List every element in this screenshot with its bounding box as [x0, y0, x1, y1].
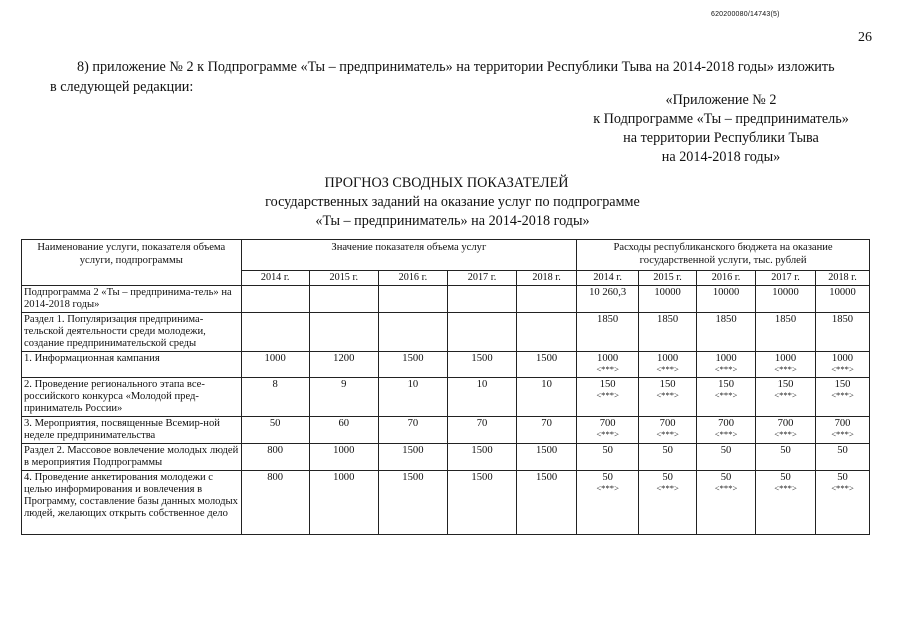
volume-cell: 50: [241, 417, 309, 444]
budget-cell: [816, 313, 870, 352]
budget-footnote-mark: <***>: [656, 483, 679, 493]
budget-value: 700: [834, 418, 851, 429]
budget-value: 50: [780, 472, 791, 483]
budget-footnote-mark: <***>: [656, 429, 679, 439]
volume-cell: 70: [378, 417, 447, 444]
budget-footnote-mark: <***>: [596, 364, 619, 374]
year-header: 2015 г.: [639, 271, 697, 286]
volume-cell: 1500: [378, 444, 447, 471]
budget-footnote-mark: <***>: [774, 483, 797, 493]
volume-cell: 10: [378, 378, 447, 417]
budget-cell: [697, 417, 756, 444]
budget-cell: [816, 471, 870, 535]
volume-cell: 10: [517, 378, 577, 417]
year-header: 2016 г.: [378, 271, 447, 286]
budget-value: 50: [837, 445, 848, 456]
budget-cell: [756, 417, 816, 444]
budget-cell: [577, 378, 639, 417]
table-row: [22, 313, 870, 352]
budget-cell: [639, 313, 697, 352]
volume-cell: [447, 286, 516, 313]
volume-cell: 8: [241, 378, 309, 417]
budget-footnote-mark: <***>: [831, 429, 854, 439]
budget-footnote-mark: <***>: [774, 364, 797, 374]
budget-value: 10 260,3: [589, 287, 627, 298]
row-name-cell: Раздел 2. Массовое вовлечение молодых людей в мероприятия Подпрограммы: [22, 444, 242, 471]
budget-value: 1850: [774, 314, 797, 325]
budget-value: 50: [662, 472, 673, 483]
budget-value: 150: [659, 379, 676, 390]
budget-cell: [577, 444, 639, 471]
budget-cell: [697, 471, 756, 535]
budget-value: 150: [599, 379, 616, 390]
volume-cell: 1200: [309, 352, 378, 378]
table-row: [22, 378, 870, 417]
volume-cell: 1500: [378, 352, 447, 378]
budget-cell: [816, 352, 870, 378]
volume-cell: 1500: [517, 444, 577, 471]
budget-cell: [639, 444, 697, 471]
budget-value: 10000: [654, 287, 681, 298]
volume-cell: [241, 313, 309, 352]
budget-footnote-mark: <***>: [774, 390, 797, 400]
budget-value: 1850: [831, 314, 854, 325]
volume-cell: 1500: [378, 471, 447, 535]
budget-footnote-mark: <***>: [714, 429, 738, 439]
budget-cell: [816, 417, 870, 444]
volume-cell: [309, 286, 378, 313]
appendix-line-1: «Приложение № 2: [665, 92, 777, 108]
table-body: [22, 286, 870, 535]
budget-cell: [697, 444, 756, 471]
budget-cell: [756, 286, 816, 313]
budget-cell: [639, 471, 697, 535]
budget-cell: [639, 286, 697, 313]
budget-value: 10000: [829, 287, 856, 298]
budget-footnote-mark: <***>: [774, 429, 797, 439]
volume-cell: 1000: [309, 471, 378, 535]
budget-cell: [697, 352, 756, 378]
budget-value: 700: [599, 418, 616, 429]
budget-footnote-mark: <***>: [831, 364, 854, 374]
budget-value: 150: [834, 379, 851, 390]
budget-cell: [697, 378, 756, 417]
row-name-cell: Подпрограмма 2 «Ты – предпринима-тель» на 2014-2018 годы»: [22, 286, 242, 313]
year-header: 2018 г.: [517, 271, 577, 286]
intro-line-2: в следующей редакции:: [50, 79, 194, 95]
budget-value: 150: [718, 379, 734, 390]
table-row: [22, 352, 870, 378]
row-name-cell: 3. Мероприятия, посвященные Всемир-ной неделе предпринимательства: [22, 417, 242, 444]
intro-line-1: 8) приложение № 2 к Подпрограмме «Ты – предприниматель» на территории Республики Тыва на 2014-2018 годы» изложить: [77, 59, 835, 75]
volume-cell: 10: [447, 378, 516, 417]
row-name-cell: Раздел 1. Популяризация предпринима-тельской деятельности среди молодежи, создание предпринимательской среды: [22, 313, 242, 352]
budget-cell: [577, 352, 639, 378]
budget-cell: [816, 378, 870, 417]
budget-cell: [639, 352, 697, 378]
budget-value: 150: [777, 379, 794, 390]
row-name-cell: 2. Проведение регионального этапа все-российского конкурса «Молодой пред-приниматель России»: [22, 378, 242, 417]
volume-cell: [378, 286, 447, 313]
header-row: [22, 240, 870, 271]
budget-cell: [697, 286, 756, 313]
indicators-table: [21, 239, 870, 535]
budget-cell: [756, 313, 816, 352]
budget-value: 1000: [657, 353, 679, 364]
volume-cell: 1500: [447, 352, 516, 378]
year-header: 2018 г.: [816, 271, 870, 286]
budget-value: 50: [780, 445, 791, 456]
budget-cell: [639, 378, 697, 417]
table-row: [22, 417, 870, 444]
page-number: 26: [858, 30, 872, 45]
budget-footnote-mark: <***>: [656, 390, 679, 400]
volume-cell: 800: [241, 444, 309, 471]
budget-value: 50: [602, 445, 613, 456]
appendix-line-3: на территории Республики Тыва: [623, 130, 819, 146]
document-title: [0, 174, 905, 231]
column-header-name: Наименование услуги, показателя объема услуги, подпрограммы: [22, 240, 242, 286]
budget-value: 700: [659, 418, 676, 429]
year-header: 2014 г.: [241, 271, 309, 286]
budget-footnote-mark: <***>: [714, 483, 738, 493]
year-header: 2016 г.: [697, 271, 756, 286]
volume-cell: 60: [309, 417, 378, 444]
budget-value: 50: [662, 445, 673, 456]
budget-footnote-mark: <***>: [714, 364, 738, 374]
budget-value: 1000: [831, 353, 854, 364]
budget-footnote-mark: <***>: [596, 483, 619, 493]
budget-value: 50: [720, 445, 732, 456]
table-row: [22, 444, 870, 471]
volume-cell: 800: [241, 471, 309, 535]
appendix-line-2: к Подпрограмме «Ты – предприниматель»: [593, 111, 849, 127]
budget-cell: [577, 471, 639, 535]
year-header: 2014 г.: [577, 271, 639, 286]
budget-cell: [756, 352, 816, 378]
document-code: 620200080/14743(5): [711, 11, 780, 18]
budget-value: 1000: [597, 353, 619, 364]
budget-cell: [639, 417, 697, 444]
volume-cell: [378, 313, 447, 352]
column-header-budget: Расходы республиканского бюджета на оказание государственной услуги, тыс. рублей: [577, 240, 870, 271]
budget-footnote-mark: <***>: [831, 390, 854, 400]
volume-cell: 1500: [517, 471, 577, 535]
row-name-cell: 4. Проведение анкетирования молодежи с целью информирования и вовлечения в Программу, составление базы данных молодых людей, желающих открыть собственное дело: [22, 471, 242, 535]
budget-cell: [577, 286, 639, 313]
budget-value: 10000: [772, 287, 799, 298]
table-row: [22, 471, 870, 535]
volume-cell: 70: [517, 417, 577, 444]
budget-cell: [756, 444, 816, 471]
budget-cell: [697, 313, 756, 352]
budget-value: 1000: [715, 353, 737, 364]
table-row: [22, 286, 870, 313]
volume-cell: 9: [309, 378, 378, 417]
budget-cell: [756, 471, 816, 535]
budget-value: 700: [718, 418, 734, 429]
volume-cell: [241, 286, 309, 313]
volume-cell: [517, 286, 577, 313]
volume-cell: 1000: [241, 352, 309, 378]
year-header: 2017 г.: [756, 271, 816, 286]
budget-value: 1850: [715, 314, 737, 325]
budget-footnote-mark: <***>: [596, 429, 619, 439]
title-line-1: ПРОГНОЗ СВОДНЫХ ПОКАЗАТЕЛЕЙ: [324, 175, 569, 191]
volume-cell: [309, 313, 378, 352]
budget-footnote-mark: <***>: [656, 364, 679, 374]
year-header: 2017 г.: [447, 271, 516, 286]
budget-footnote-mark: <***>: [831, 483, 854, 493]
appendix-line-4: на 2014-2018 годы»: [661, 149, 781, 165]
budget-footnote-mark: <***>: [596, 390, 619, 400]
budget-cell: [756, 378, 816, 417]
volume-cell: 70: [447, 417, 516, 444]
row-name-cell: 1. Информационная кампания: [22, 352, 242, 378]
title-line-3: «Ты – предприниматель» на 2014-2018 годы»: [315, 213, 590, 229]
appendix-heading: [556, 91, 886, 167]
budget-footnote-mark: <***>: [714, 390, 738, 400]
column-header-volume: Значение показателя объема услуг: [241, 240, 577, 271]
budget-cell: [816, 286, 870, 313]
volume-cell: 1000: [309, 444, 378, 471]
budget-cell: [577, 313, 639, 352]
volume-cell: 1500: [517, 352, 577, 378]
budget-value: 700: [777, 418, 794, 429]
volume-cell: 1500: [447, 471, 516, 535]
volume-cell: [517, 313, 577, 352]
budget-cell: [816, 444, 870, 471]
budget-value: 1000: [774, 353, 797, 364]
volume-cell: 1500: [447, 444, 516, 471]
budget-cell: [577, 417, 639, 444]
title-line-2: государственных заданий на оказание услуг по подпрограмме: [265, 194, 640, 210]
budget-value: 50: [837, 472, 848, 483]
budget-value: 1850: [657, 314, 679, 325]
year-header: 2015 г.: [309, 271, 378, 286]
volume-cell: [447, 313, 516, 352]
budget-value: 50: [720, 472, 732, 483]
budget-value: 1850: [597, 314, 619, 325]
budget-value: 50: [602, 472, 613, 483]
budget-value: 10000: [712, 287, 740, 298]
